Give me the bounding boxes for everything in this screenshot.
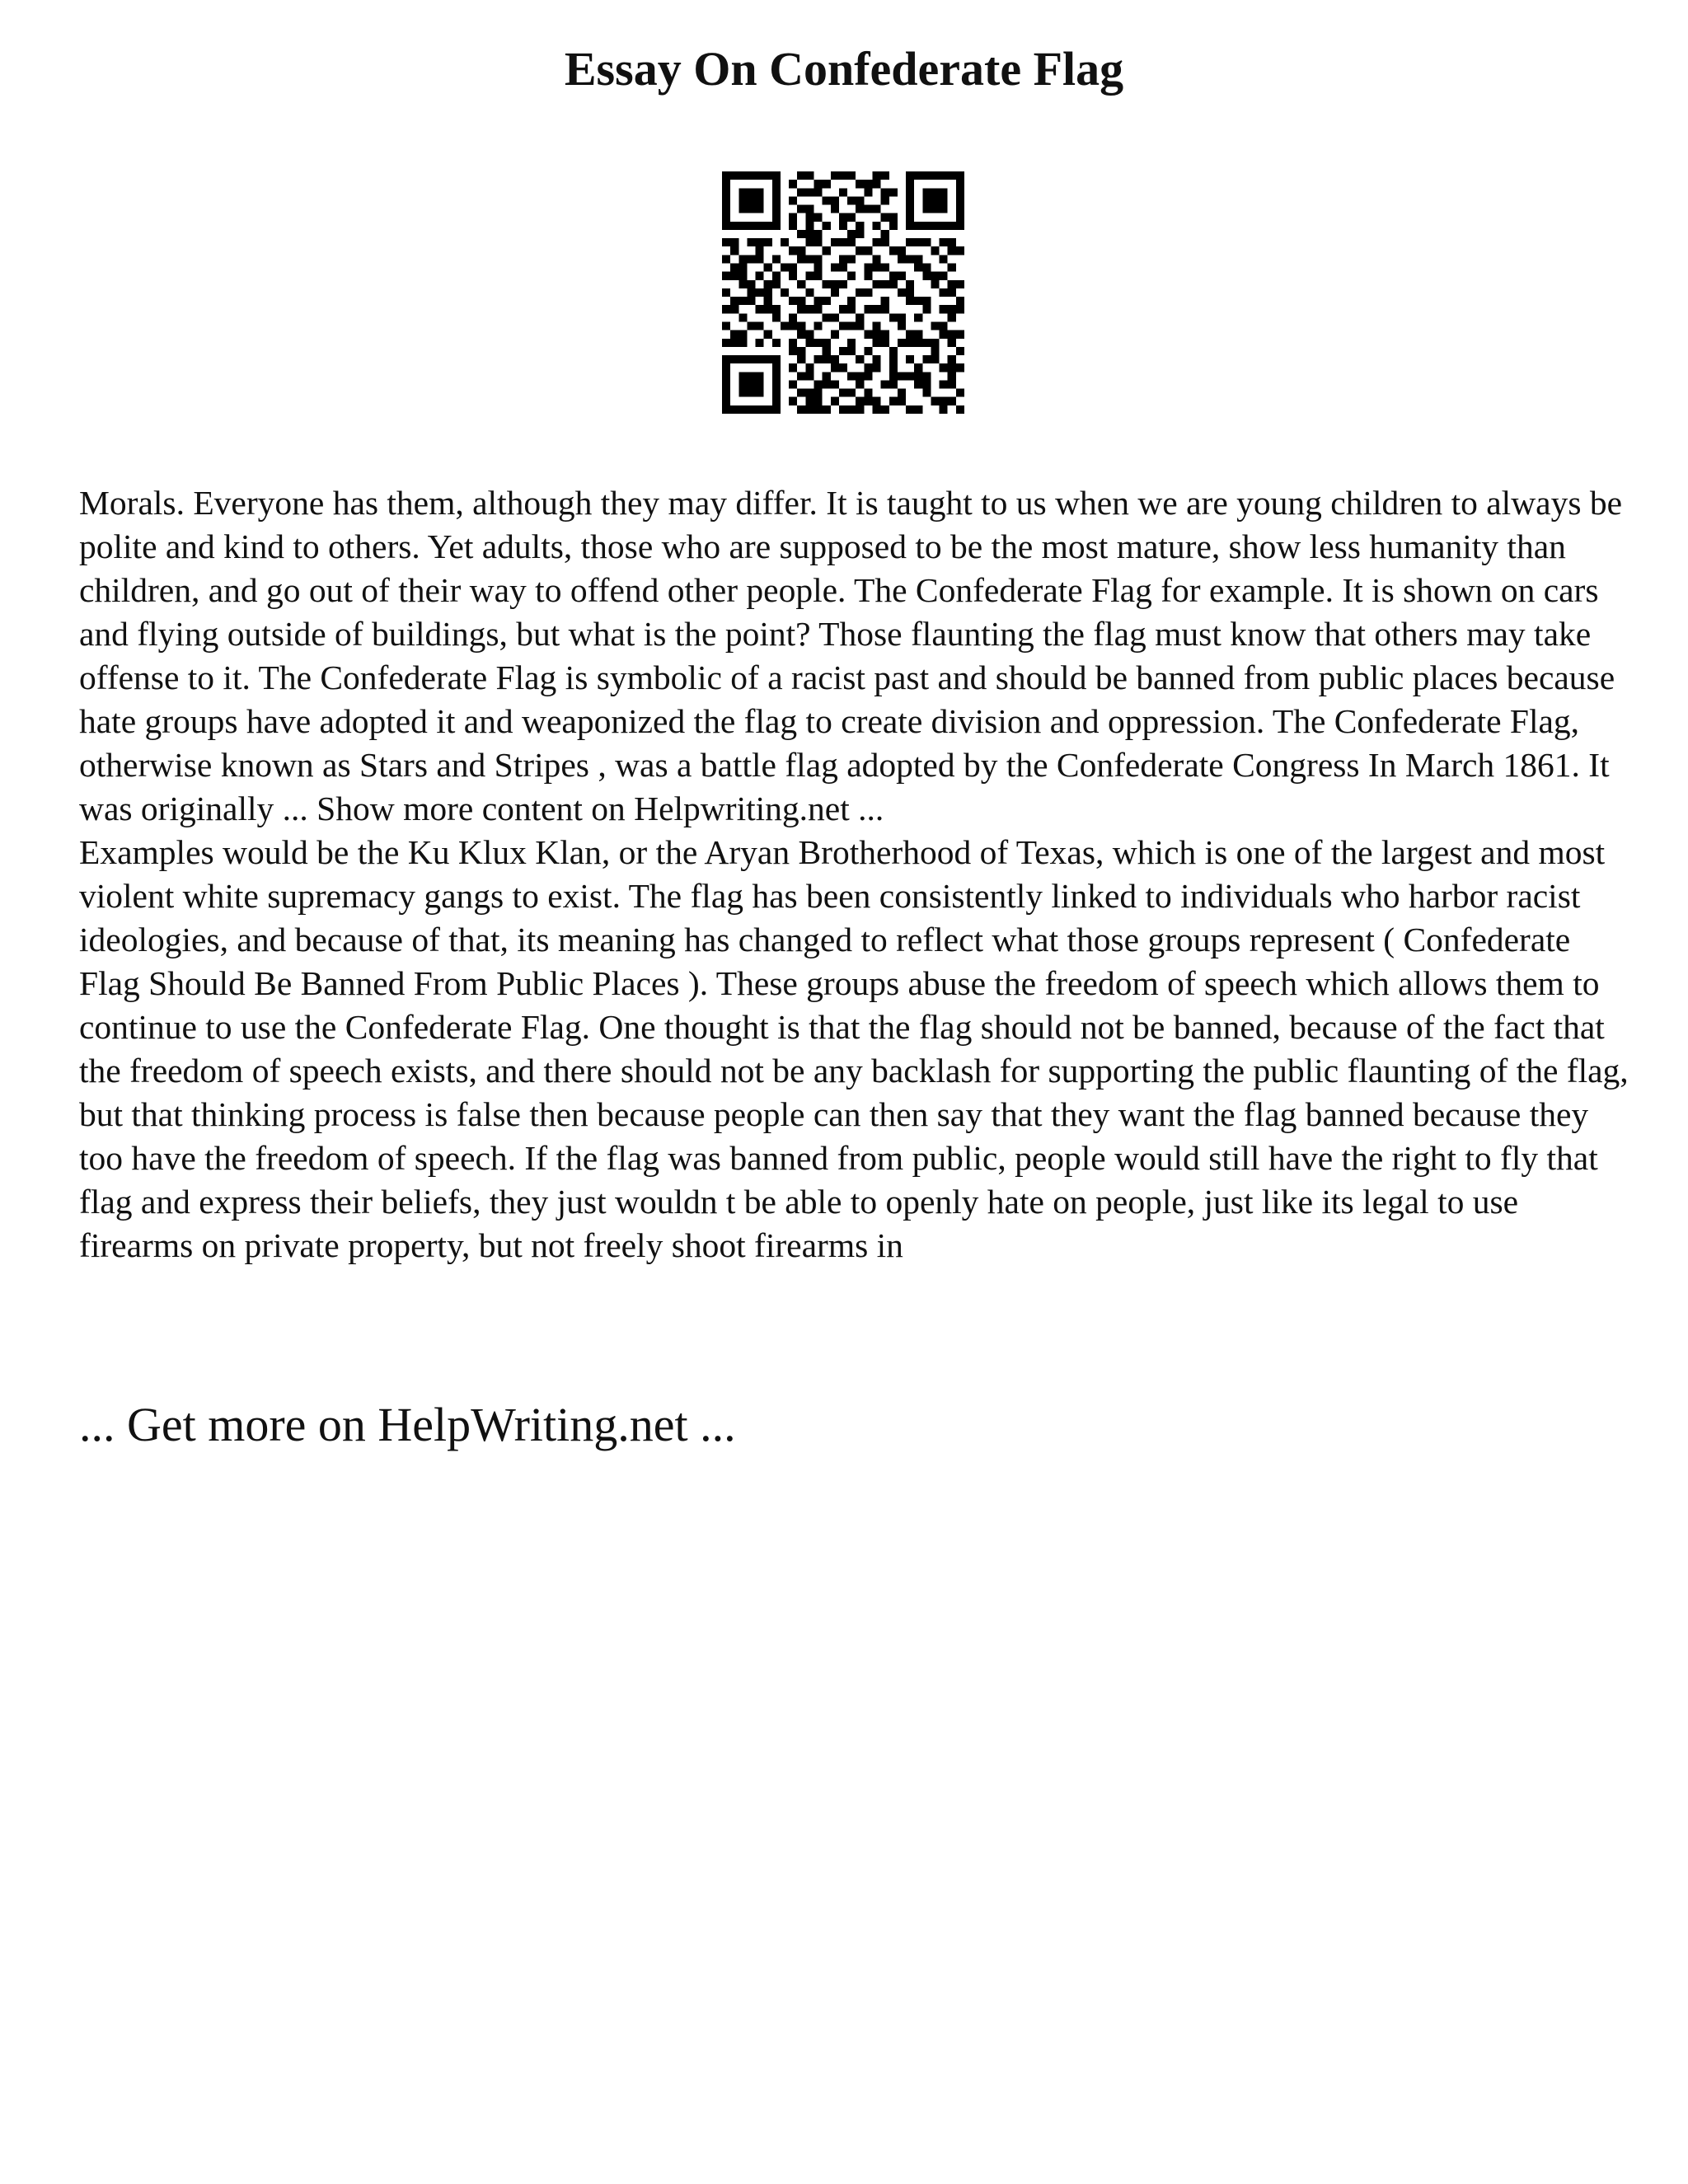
essay-paragraph: Examples would be the Ku Klux Klan, or the Aryan Brotherhood of Texas, which is one of the largest and most violent white supremacy gangs to exist. The flag has been consistently linked to individuals who harbor racist ideologies, and because of that, its meaning has changed to reflect what those groups represent ( Confederate Flag Should Be Banned From Public Places ). These groups abuse the freedom of speech which allows them to continue to use the Confederate Flag. One thought is that the flag should not be banned, because of the fact that the freedom of speech exists, and there should not be any backlash for supporting the public flaunting of the flag, but that thinking process is false then because people can then say that they want the flag banned because they too have the freedom of speech. If the flag was banned from public, people would still have the right to fly that flag and express their beliefs, they just wouldn t be able to openly hate on people, just like its legal to use firearms on private property, but not freely shoot firearms in (79, 833, 1629, 1264)
essay-paragraph: Morals. Everyone has them, although they may differ. It is taught to us when we are young children to always be polite and kind to others. Yet adults, those who are supposed to be the most mature, show less humanity than children, and go out of their way to offend other people. The Confederate Flag for example. It is shown on cars and flying outside of buildings, but what is the point? Those flaunting the flag must know that others may take offense to it. The Confederate Flag is symbolic of a racist past and should be banned from public places because hate groups have adopted it and weaponized the flag to create division and oppression. The Confederate Flag, otherwise known as Stars and Stripes , was a battle flag adopted by the Confederate Congress In March 1861. It was originally ... Show more content on Helpwriting.net ... (79, 484, 1623, 827)
helpwriting-link[interactable]: ... Get more on HelpWriting.net ... (79, 1398, 736, 1451)
document-title: Essay On Confederate Flag (564, 42, 1124, 96)
essay-body (79, 481, 1629, 1268)
qr-code-icon (722, 171, 964, 414)
